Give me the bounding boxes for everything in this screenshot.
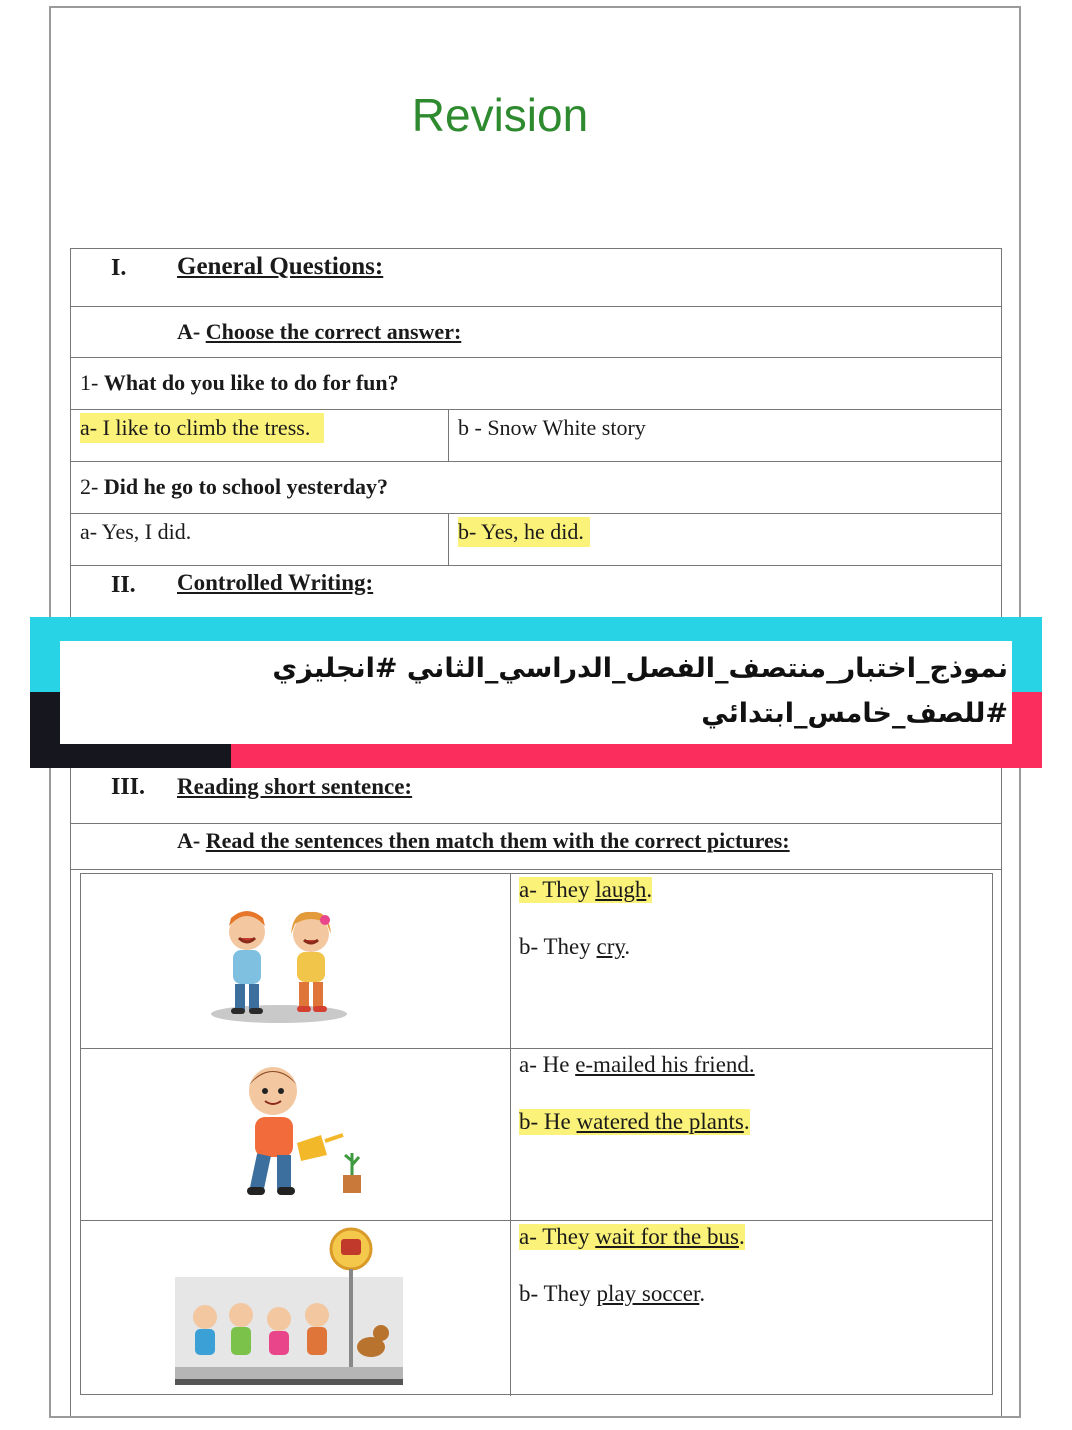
caption-line-1: نموذج_اختبار_منتصف_الفصل_الدراسي_الثاني #انجليزي <box>272 653 1008 684</box>
answer-row <box>71 514 1001 566</box>
table-border-right <box>1001 868 1002 1416</box>
option-a-prefix: a- They <box>519 877 596 902</box>
answer-option: b - Snow White story <box>458 415 646 440</box>
subsection-title: Read the sentences then match them with the correct pictures: <box>205 828 790 853</box>
section-number: II. <box>111 572 136 598</box>
answer-cell <box>71 410 449 461</box>
table-border-left <box>70 868 71 1416</box>
question-number: 2- <box>80 474 99 499</box>
question-2 <box>80 474 388 500</box>
section-header-row <box>71 768 1001 824</box>
option-b <box>519 1109 750 1135</box>
subsection-prefix: A- <box>177 319 201 344</box>
column-divider <box>510 1221 511 1396</box>
answer-cell <box>449 410 1001 461</box>
matching-row <box>81 1221 992 1396</box>
option-a-underlined: e-mailed his friend. <box>575 1052 755 1077</box>
answer-option-correct: b- Yes, he did. <box>458 517 590 547</box>
question-text: Did he go to school yesterday? <box>103 474 388 499</box>
section-title: Reading short sentence: <box>177 774 413 799</box>
boy-watering-plant-picture <box>235 1063 365 1208</box>
question-row <box>71 358 1001 410</box>
option-a-suffix: . <box>646 877 653 902</box>
option-b <box>519 1281 705 1307</box>
option-b-prefix: b- They <box>519 1281 597 1306</box>
option-a-underlined: wait for the bus <box>595 1224 739 1249</box>
subsection-title: Choose the correct answer: <box>205 319 462 344</box>
answer-cell <box>71 514 449 565</box>
option-a-underlined: laugh <box>595 877 647 902</box>
section-title: General Questions: <box>177 253 384 280</box>
option-b-prefix: b- He <box>519 1109 577 1134</box>
section-title: Controlled Writing: <box>177 570 374 595</box>
matching-row <box>81 1049 992 1221</box>
option-a-prefix: a- He <box>519 1052 576 1077</box>
reading-table <box>70 768 1002 870</box>
column-divider <box>510 874 511 1048</box>
option-a <box>519 877 652 903</box>
section-number: I. <box>111 255 127 281</box>
answer-option-correct: a- I like to climb the tress. <box>80 413 324 443</box>
section-header-row <box>71 249 1001 307</box>
option-a-prefix: a- They <box>519 1224 596 1249</box>
option-a-suffix: . <box>738 1224 745 1249</box>
subsection-heading <box>177 828 790 854</box>
laughing-kids-picture <box>209 904 351 1026</box>
page-title: Revision <box>411 89 589 141</box>
kids-at-bus-stop-picture <box>175 1227 403 1387</box>
question-number: 1- <box>80 370 99 395</box>
subsection-prefix: A- <box>177 828 201 853</box>
caption-box <box>60 641 1012 744</box>
answer-option: a- Yes, I did. <box>80 519 192 544</box>
option-b-underlined: watered the plants <box>576 1109 744 1134</box>
caption-line-2: #للصف_خامس_ابتدائي <box>701 698 1008 729</box>
option-a <box>519 1052 755 1078</box>
subsection-row <box>71 824 1001 870</box>
option-b-underlined: cry <box>596 934 625 959</box>
matching-table <box>80 873 993 1395</box>
subsection-heading <box>177 319 461 345</box>
question-1 <box>80 370 399 396</box>
matching-row <box>81 874 992 1049</box>
question-text: What do you like to do for fun? <box>103 370 399 395</box>
column-divider <box>510 1049 511 1220</box>
option-b-prefix: b- They <box>519 934 597 959</box>
option-a <box>519 1224 745 1250</box>
question-row <box>71 462 1001 514</box>
option-b <box>519 934 630 960</box>
subsection-row <box>71 307 1001 358</box>
general-questions-table <box>70 248 1002 626</box>
option-b-suffix: . <box>743 1109 750 1134</box>
section-number: III. <box>111 774 146 800</box>
answer-cell <box>449 514 1001 565</box>
answer-row <box>71 410 1001 462</box>
option-b-underlined: play soccer <box>596 1281 700 1306</box>
option-b-suffix: . <box>699 1281 706 1306</box>
option-b-suffix: . <box>624 934 631 959</box>
